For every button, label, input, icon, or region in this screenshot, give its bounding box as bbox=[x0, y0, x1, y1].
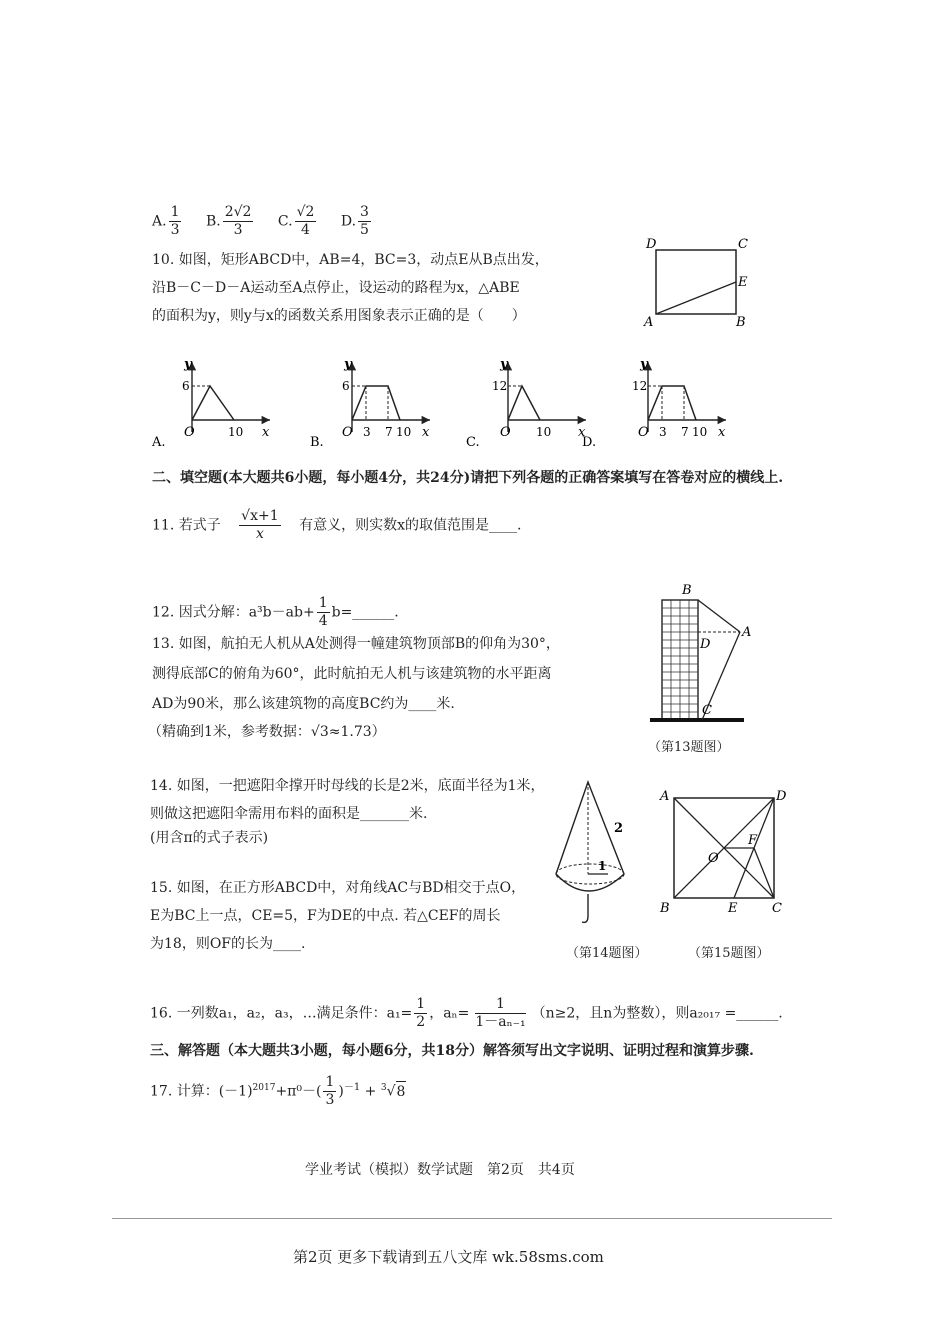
section3-heading: 三、解答题（本大题共3小题，每小题6分，共18分）解答须写出文字说明、证明过程和演算步骤. bbox=[150, 1043, 754, 1059]
q15-line1: 15. 如图，在正方形ABCD中，对角线AC与BD相交于点O， bbox=[150, 880, 526, 896]
q13-line4: （精确到1米，参考数据：√3≈1.73） bbox=[148, 724, 386, 740]
q9-options bbox=[152, 204, 391, 239]
svg-text:D: D bbox=[776, 789, 787, 804]
q14-umbrella-figure bbox=[548, 778, 648, 928]
svg-text:O: O bbox=[500, 425, 511, 440]
label-c: C bbox=[702, 703, 712, 718]
q16: 16. 一列数a₁，a₂，a₃，…满足条件：a₁= $\frac{1}{2}$ ，aₙ= $\frac{1}{\text{1－aₙ₋₁}}$ （n≥2，且n为整数），则a₂₀₁₇ =______. bbox=[150, 996, 783, 1030]
label-d: D bbox=[700, 637, 711, 652]
label-a: A bbox=[742, 625, 752, 640]
q9-option-c: C. $\frac{√2}{4}$ bbox=[277, 204, 315, 238]
graph-d-letter: D. bbox=[582, 435, 597, 450]
svg-text:12: 12 bbox=[492, 379, 508, 393]
footer-page-info: 学业考试（模拟）数学试题 第2页 共4页 bbox=[305, 1162, 575, 1178]
label-b: B bbox=[682, 583, 692, 598]
label-e: E bbox=[738, 275, 748, 290]
q10-line3: 的面积为y，则y与x的函数关系用图象表示正确的是（ ） bbox=[152, 308, 526, 324]
svg-text:10: 10 bbox=[228, 425, 244, 439]
svg-text:2: 2 bbox=[614, 821, 624, 836]
q15-line2: E为BC上一点，CE=5，F为DE的中点. 若△CEF的周长 bbox=[150, 908, 501, 924]
graph-c-letter: C. bbox=[466, 435, 480, 450]
svg-text:O: O bbox=[708, 851, 719, 866]
segment-ae bbox=[656, 282, 736, 314]
svg-text:x: x bbox=[422, 425, 430, 440]
building-grid bbox=[662, 600, 698, 720]
graph-d bbox=[632, 357, 726, 440]
graph-a-letter: A. bbox=[152, 435, 166, 450]
svg-text:O: O bbox=[638, 425, 649, 440]
graph-b-letter: B. bbox=[310, 435, 324, 450]
q12: 12. 因式分解：a³b－ab+ $\frac{1}{4}$ b=______. bbox=[152, 595, 399, 629]
q15-caption: （第15题图） bbox=[688, 946, 770, 961]
svg-text:12: 12 bbox=[632, 379, 648, 393]
q14-line2: 则做这把遮阳伞需用布料的面积是_______米. bbox=[150, 806, 428, 822]
q15-square-figure bbox=[656, 780, 796, 930]
label-a: A bbox=[644, 315, 654, 328]
q9-option-d: D. $\frac{3}{5}$ bbox=[340, 204, 369, 238]
svg-text:10: 10 bbox=[396, 425, 412, 439]
q13-building-figure bbox=[640, 582, 770, 730]
svg-text:10: 10 bbox=[536, 425, 552, 439]
svg-text:y: y bbox=[500, 357, 508, 372]
section2-heading: 二、填空题(本大题共6小题，每小题4分，共24分)请把下列各题的正确答案填写在答卷对应的横线上. bbox=[152, 470, 784, 486]
rect-abcd bbox=[656, 250, 736, 314]
svg-text:x: x bbox=[718, 425, 726, 440]
svg-text:O: O bbox=[184, 425, 195, 440]
svg-text:E: E bbox=[728, 901, 738, 916]
svg-text:6: 6 bbox=[182, 379, 190, 393]
q9-option-b: B. $\frac{2√2}{3}$ bbox=[205, 204, 252, 238]
q13-line2: 测得底部C的俯角为60°，此时航拍无人机与该建筑物的水平距离 bbox=[152, 666, 552, 682]
label-d: D bbox=[646, 237, 657, 252]
svg-text:y: y bbox=[640, 357, 648, 372]
svg-text:B: B bbox=[660, 901, 670, 916]
svg-text:7: 7 bbox=[385, 425, 393, 439]
svg-text:1: 1 bbox=[598, 859, 607, 873]
q10-line1: 10. 如图，矩形ABCD中，AB=4，BC=3，动点E从B点出发， bbox=[152, 252, 549, 268]
footer-divider bbox=[112, 1218, 832, 1219]
svg-text:y: y bbox=[184, 357, 192, 372]
svg-text:O: O bbox=[342, 425, 353, 440]
q13-line3: AD为90米，那么该建筑物的高度BC约为____米. bbox=[152, 696, 455, 712]
q13-caption: （第13题图） bbox=[648, 740, 730, 755]
q10-rectangle-figure bbox=[640, 236, 760, 328]
footer-download-note: 第2页 更多下载请到五八文库 wk.58sms.com bbox=[293, 1248, 604, 1266]
svg-text:3: 3 bbox=[659, 425, 667, 439]
q10-graphs bbox=[150, 352, 800, 452]
graph-a bbox=[151, 357, 270, 450]
svg-text:3: 3 bbox=[363, 425, 371, 439]
svg-text:6: 6 bbox=[342, 379, 350, 393]
svg-text:x: x bbox=[578, 425, 586, 440]
graph-b bbox=[342, 357, 430, 440]
q9-option-a: A. $\frac{1}{3}$ bbox=[152, 204, 180, 238]
label-c: C bbox=[738, 237, 748, 252]
svg-text:C: C bbox=[772, 901, 782, 916]
q14-line1: 14. 如图，一把遮阳伞撑开时母线的长是2米，底面半径为1米， bbox=[150, 778, 545, 794]
q14-line3: (用含π的式子表示) bbox=[150, 830, 269, 846]
q14-caption: （第14题图） bbox=[566, 946, 648, 961]
svg-text:x: x bbox=[262, 425, 270, 440]
q13-line1: 13. 如图，航拍无人机从A处测得一幢建筑物顶部B的仰角为30°， bbox=[152, 636, 560, 652]
q17: 17. 计算：$(-1)^{2017}+\pi^0-$( $\frac{1}{3}$ )$^{-1}$ + $^3$√8 bbox=[150, 1074, 406, 1108]
label-b: B bbox=[736, 315, 746, 328]
svg-text:10: 10 bbox=[692, 425, 708, 439]
q11: 11. 若式子 $\frac{√x+1}{x}$ 有意义，则实数x的取值范围是____. bbox=[152, 508, 522, 542]
svg-text:7: 7 bbox=[681, 425, 689, 439]
q10-line2: 沿B－C－D－A运动至A点停止，设运动的路程为x，△ABE bbox=[152, 280, 520, 296]
svg-text:F: F bbox=[748, 833, 758, 848]
graph-c bbox=[492, 357, 586, 440]
svg-text:A: A bbox=[660, 789, 670, 804]
svg-text:y: y bbox=[344, 357, 352, 372]
q15-line3: 为18，则OF的长为____. bbox=[150, 936, 306, 952]
